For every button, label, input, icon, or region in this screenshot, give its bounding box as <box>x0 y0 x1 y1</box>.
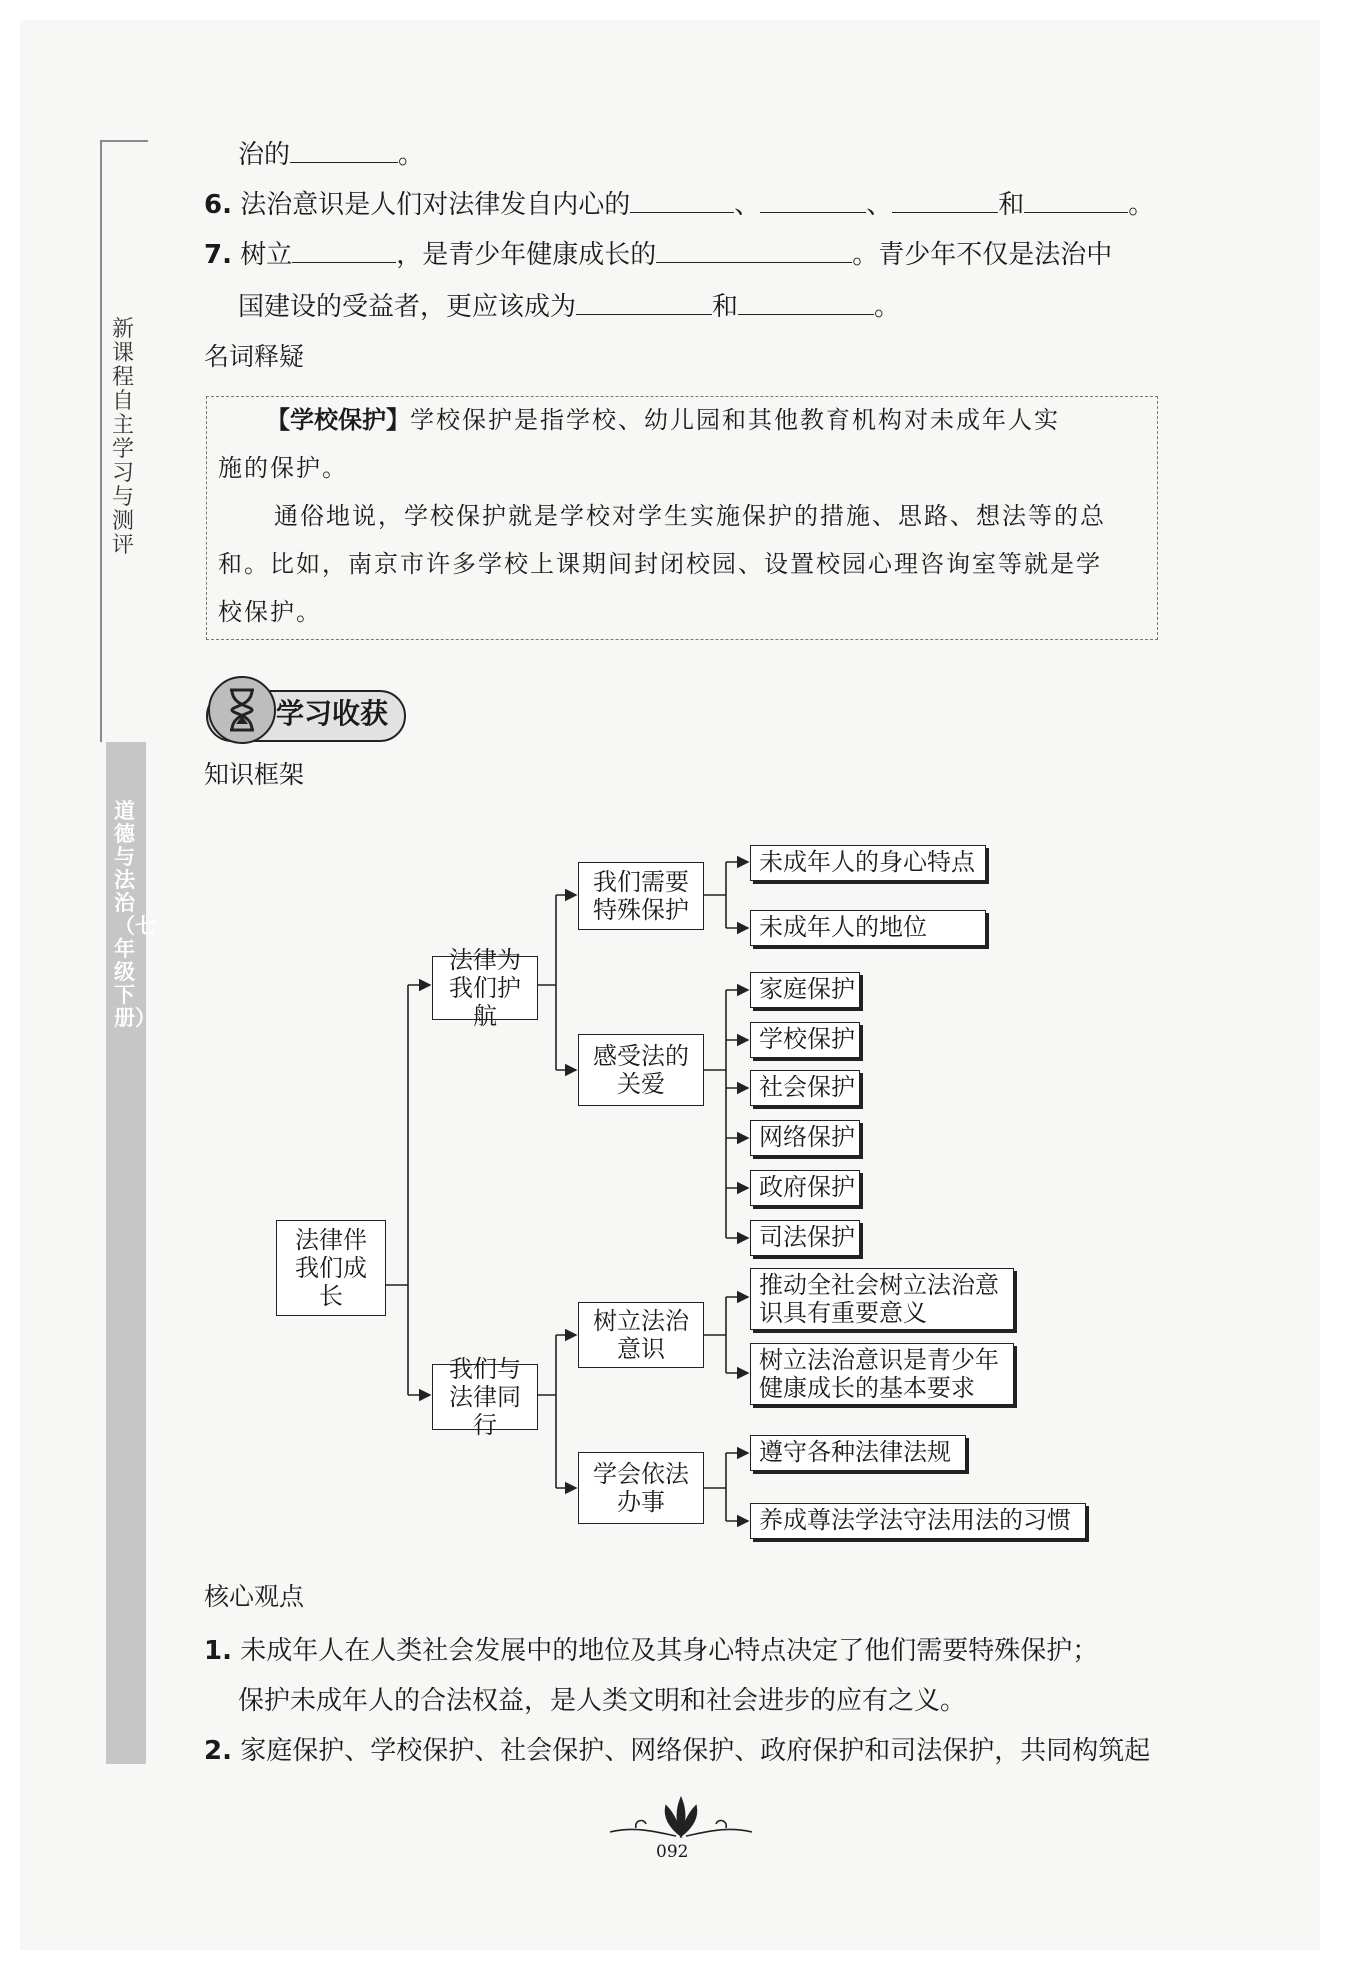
leaf-b1-s1-2: 未成年人的地位 <box>750 910 986 946</box>
leaf-b2-s1-2: 树立法治意识是青少年健康成长的基本要求 <box>750 1343 1014 1405</box>
leaf-b1-s2-2: 学校保护 <box>750 1022 860 1058</box>
page-number: 092 <box>656 1842 689 1862</box>
q7-number: 7. <box>204 240 232 270</box>
q6-text: 法治意识是人们对法律发自内心的 <box>240 190 631 220</box>
core-p1-text-1: 未成年人在人类社会发展中的地位及其身心特点决定了他们需要特殊保护； <box>240 1636 1099 1666</box>
framework-branch-2-sub-1: 树立法治意识 <box>578 1302 704 1368</box>
leaf-b2-s2-2: 养成尊法学法守法用法的习惯 <box>750 1503 1086 1539</box>
leaf-b1-s2-1: 家庭保护 <box>750 972 860 1008</box>
q6-end: 。 <box>1128 190 1155 220</box>
term-line-4: 和。比如，南京市许多学校上课期间封闭校园、设置校园心理咨询室等就是学 <box>218 550 1102 578</box>
q7-text-b: ，是青少年健康成长的 <box>396 240 657 270</box>
term-line-5: 校保护。 <box>218 598 322 626</box>
core-point-1-line-2: 保护未成年人的合法权益，是人类文明和社会进步的应有之义。 <box>238 1686 967 1716</box>
leaf-b1-s1-1: 未成年人的身心特点 <box>750 845 986 881</box>
term-line-2: 施的保护。 <box>218 454 348 482</box>
footer-ornament-icon <box>606 1792 756 1842</box>
core-heading: 核心观点 <box>204 1582 305 1611</box>
term-section-heading: 名词释疑 <box>204 342 305 371</box>
framework-branch-2: 我们与法律同行 <box>432 1364 538 1430</box>
framework-heading: 知识框架 <box>204 760 305 789</box>
q5-text: 治的 <box>238 140 291 170</box>
leaf-b1-s2-3: 社会保护 <box>750 1070 860 1106</box>
framework-root: 法律伴我们成长 <box>276 1220 386 1316</box>
q6-and: 和 <box>998 190 1025 220</box>
spine-subject-title: 道德与法治（七年级下册） <box>114 799 156 1030</box>
core-p2-text-1: 家庭保护、学校保护、社会保护、网络保护、政府保护和司法保护，共同构筑起 <box>240 1736 1151 1766</box>
q6-number: 6. <box>204 190 232 220</box>
harvest-title: 学习收获 <box>276 697 389 730</box>
spine-book-title: 新课程自主学习与测评 <box>112 317 135 558</box>
q6-sep2: 、 <box>866 190 893 220</box>
framework-branch-1-sub-2: 感受法的关爱 <box>578 1034 704 1106</box>
term-line-1-text: 学校保护是指学校、幼儿园和其他教育机构对未成年人实 <box>410 406 1060 434</box>
q7-text-c: 。青少年不仅是法治中 <box>852 240 1113 270</box>
framework-branch-1: 法律为我们护航 <box>432 956 538 1020</box>
leaf-b2-s1-1: 推动全社会树立法治意识具有重要意义 <box>750 1268 1014 1330</box>
framework-branch-1-sub-1: 我们需要特殊保护 <box>578 862 704 930</box>
core-p1-number: 1. <box>204 1636 232 1666</box>
term-title: 【学校保护】 <box>266 406 410 434</box>
leaf-b1-s2-6: 司法保护 <box>750 1220 860 1256</box>
core-point-1-line-1 <box>204 1636 1098 1666</box>
term-line-3: 通俗地说，学校保护就是学校对学生实施保护的措施、思路、想法等的总 <box>274 502 1106 530</box>
leaf-b2-s2-1: 遵守各种法律法规 <box>750 1435 966 1471</box>
core-p2-number: 2. <box>204 1736 232 1766</box>
framework-branch-2-sub-2: 学会依法办事 <box>578 1452 704 1524</box>
q7-text-a: 树立 <box>240 240 293 270</box>
core-point-2-line-1 <box>204 1736 1150 1766</box>
q7-line2-text: 国建设的受益者，更应该成为 <box>238 292 577 322</box>
q7-line2-end: 。 <box>874 292 901 322</box>
q5-end: 。 <box>398 140 425 170</box>
q6-sep1: 、 <box>734 190 761 220</box>
leaf-b1-s2-5: 政府保护 <box>750 1170 860 1206</box>
leaf-b1-s2-4: 网络保护 <box>750 1120 860 1156</box>
q7-line2-and: 和 <box>712 292 739 322</box>
